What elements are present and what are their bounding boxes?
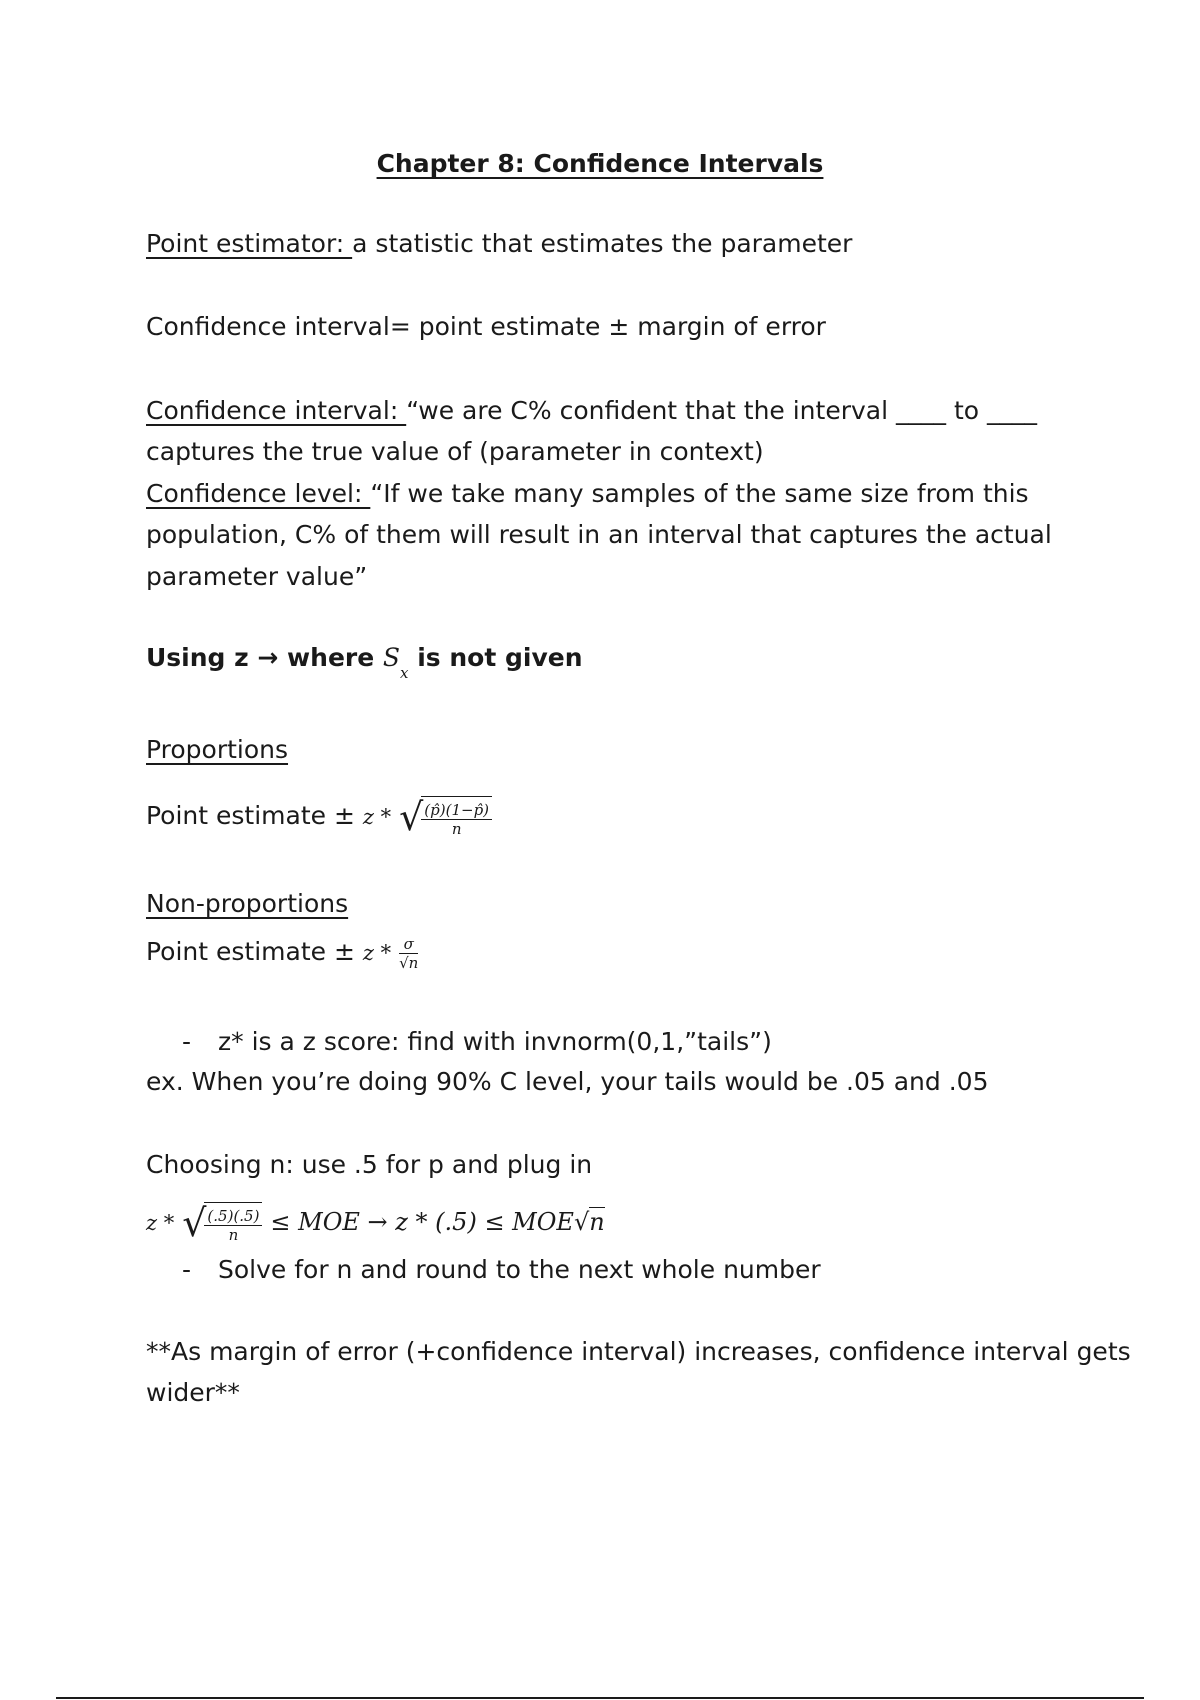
z-star: z * [146,1211,175,1235]
confidence-level-text: “If we take many samples of the same size from this [370,479,1029,508]
proportions-numerator: (p̂)(1−p̂) [421,801,492,820]
point-estimator-term: Point estimator: [146,229,353,258]
confidence-level-line3: parameter value” [146,562,368,591]
sx-letter: S [382,643,401,672]
sqrt-n: √n [573,1208,605,1236]
choosing-n-numerator: (.5)(.5) [204,1207,262,1226]
z-star: z * [362,805,392,829]
sx-symbol [382,643,409,682]
non-proportions-formula-prefix: Point estimate ± [146,937,363,966]
proportions-formula [146,796,492,838]
non-proportions-heading: Non-proportions [146,889,349,918]
ci-interpretation-text: “we are C% confident that the interval ____ to ____ [406,396,1037,425]
using-z-heading [146,638,583,687]
sx-subscript: x [400,664,409,682]
z-star: z * [362,941,392,965]
choosing-n-formula [146,1202,605,1244]
final-note-line2: wider** [146,1378,240,1407]
sqrt-sign: √ $\frac{(p̂)(1-p̂)}{n}$ [399,796,492,838]
sqrt-n-denominator: √n [399,953,419,972]
bullet-marker: - [182,1027,192,1056]
sigma-numerator: σ [399,935,418,954]
ci-interpretation-term: Confidence interval: [146,396,407,425]
choosing-n-denominator: n [228,1225,239,1244]
sqrt-n-radicand: n [589,1208,605,1236]
bullet-marker: - [182,1255,192,1284]
proportions-formula-prefix: Point estimate ± [146,801,363,830]
proportions-denominator: n [451,819,462,838]
page-title: Chapter 8: Confidence Intervals [376,149,824,178]
solve-note: Solve for n and round to the next whole number [218,1255,821,1284]
confidence-level-term: Confidence level: [146,479,371,508]
z-note-text: z* is a z score: find with invnorm(0,1,”tails”) [218,1027,772,1056]
ci-formula-text: Confidence interval= point estimate ± margin of error [146,312,826,341]
confidence-level-line2: population, C% of them will result in an interval that captures the actual [146,520,1052,549]
sqrt-sign: √ $\frac{(.5)(.5)}{n}$ [182,1202,262,1244]
ci-interpretation-line1 [146,391,1037,431]
choosing-n-heading: Choosing n: use .5 for p and plug in [146,1150,593,1179]
ci-interpretation-line2: captures the true value of (parameter in context) [146,437,764,466]
non-proportions-formula [146,932,418,973]
z-note-example: ex. When you’re doing 90% C level, your tails would be .05 and .05 [146,1067,989,1096]
point-estimator-definition: a statistic that estimates the parameter [352,229,853,258]
choosing-n-inequality: ≤ MOE → z * (.5) ≤ MOE [270,1208,574,1236]
proportions-heading: Proportions [146,735,289,764]
confidence-level-line1 [146,474,1029,514]
using-z-suffix: is not given [408,643,583,672]
final-note-line1: **As margin of error (+confidence interval) increases, confidence interval gets [146,1337,1131,1366]
using-z-prefix: Using z → where [146,643,383,672]
bottom-rule [56,1697,1144,1699]
point-estimator-line [146,224,852,264]
